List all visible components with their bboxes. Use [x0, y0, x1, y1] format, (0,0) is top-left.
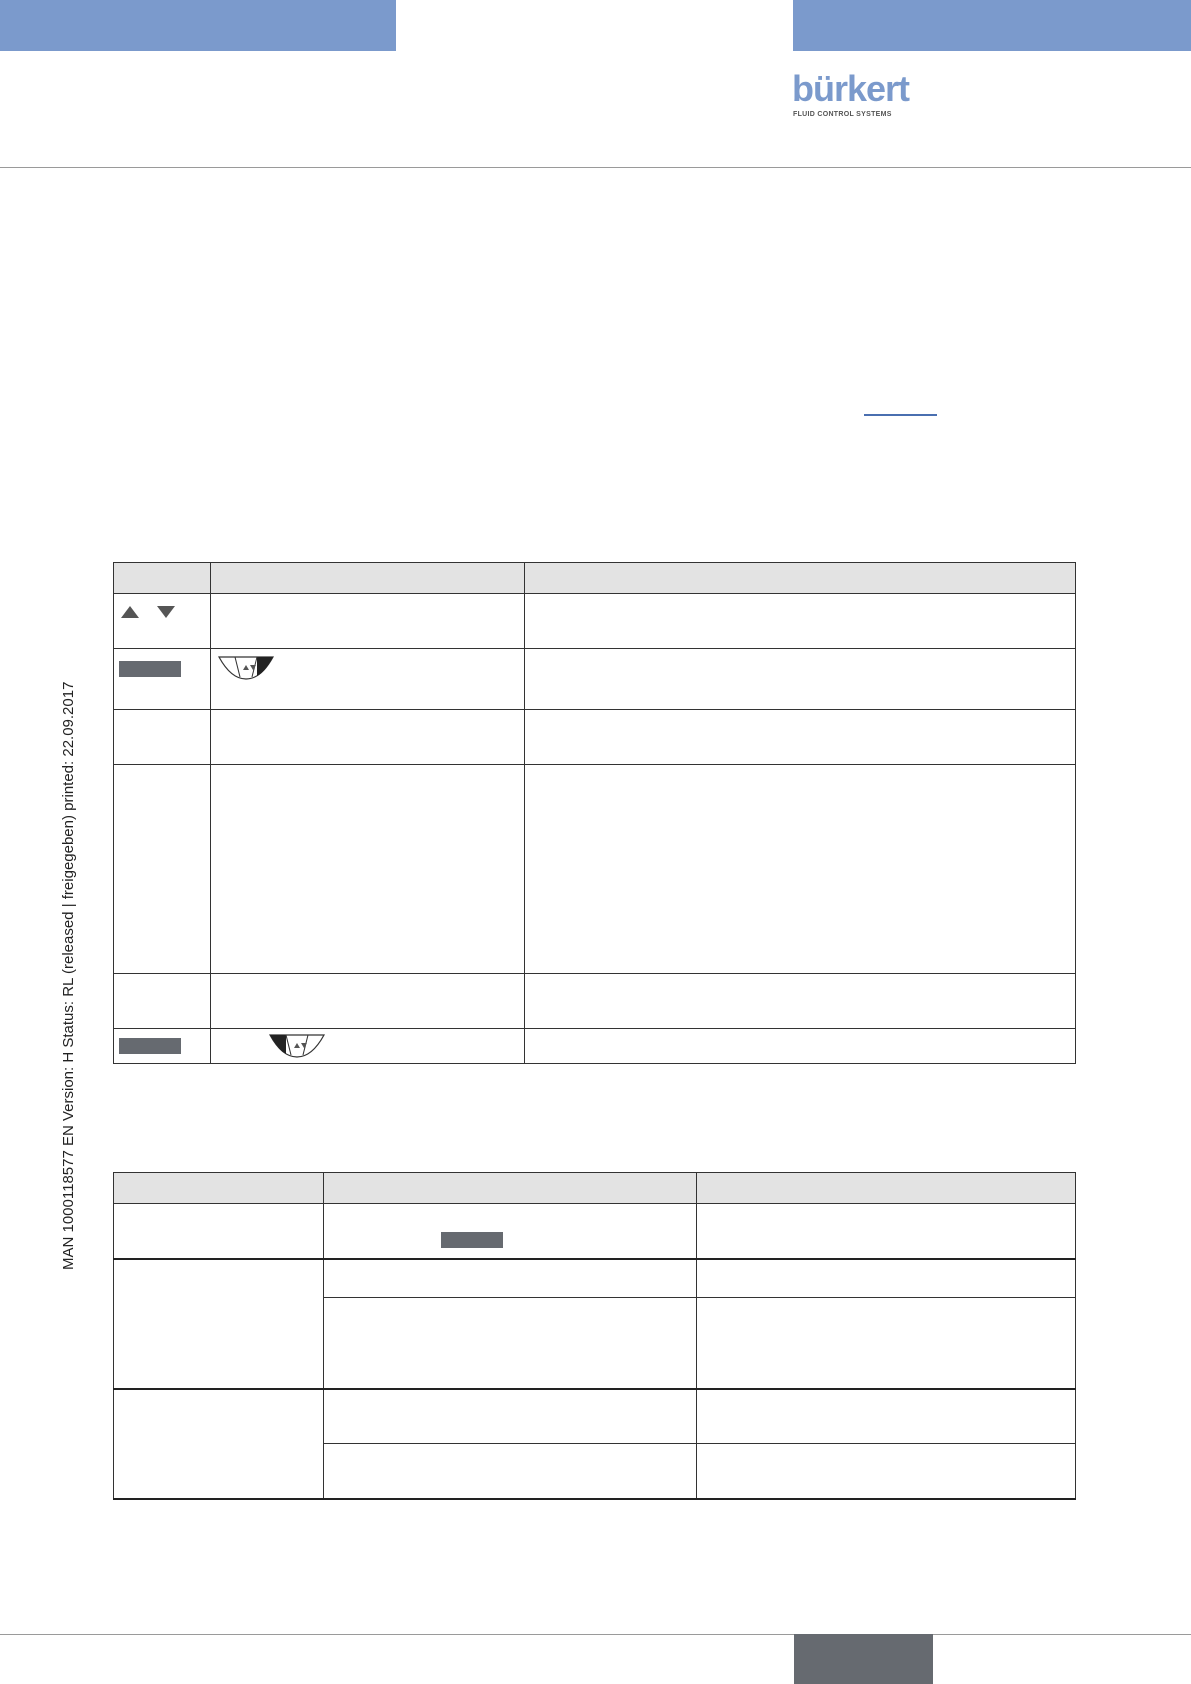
- table-cell: [114, 1259, 324, 1389]
- table-cell: [114, 765, 211, 974]
- table-row: [114, 649, 1076, 710]
- table-cell: [114, 974, 211, 1029]
- table-cell: [697, 1204, 1076, 1259]
- header-cell: [525, 563, 1076, 594]
- keys-table: [113, 562, 1076, 1064]
- table-row: [114, 594, 1076, 649]
- header-bar-right: [793, 0, 1191, 51]
- key-button: [441, 1232, 503, 1248]
- header-cell: [114, 563, 211, 594]
- table-cell: [525, 974, 1076, 1029]
- knob-left-press-icon: [270, 1035, 324, 1057]
- table-cell: [211, 1029, 525, 1064]
- table-row: [114, 710, 1076, 765]
- logo-wordmark: bürkert: [792, 68, 910, 109]
- down-arrow-icon: [157, 606, 175, 618]
- table-cell: [324, 1259, 697, 1298]
- header-cell: [324, 1173, 697, 1204]
- table-row: [114, 974, 1076, 1029]
- table-cell: [697, 1259, 1076, 1298]
- page-number-box: [794, 1634, 933, 1684]
- table-cell: [525, 710, 1076, 765]
- table-cell: [114, 649, 211, 710]
- table-cell: [324, 1389, 697, 1444]
- knob-right-press-icon: [219, 657, 273, 679]
- header-cell: [211, 563, 525, 594]
- table-cell: [525, 594, 1076, 649]
- table-cell: [114, 710, 211, 765]
- up-arrow-icon: [121, 606, 139, 618]
- operation-table: [113, 1172, 1076, 1500]
- header-bar-left: [0, 0, 396, 51]
- table-header-row: [114, 563, 1076, 594]
- table-cell: [324, 1204, 697, 1259]
- table-cell: [324, 1298, 697, 1389]
- table-cell: [211, 765, 525, 974]
- table-cell: [697, 1389, 1076, 1444]
- header-cell: [697, 1173, 1076, 1204]
- header-rule: [0, 167, 1191, 168]
- table-cell: [525, 649, 1076, 710]
- table-row: [114, 1029, 1076, 1064]
- table-cell: [525, 765, 1076, 974]
- table-cell: [211, 974, 525, 1029]
- table-header-row: [114, 1173, 1076, 1204]
- footer-rule: [0, 1634, 1191, 1635]
- table-cell: [697, 1298, 1076, 1389]
- table-cell: [114, 594, 211, 649]
- table-row: [114, 1204, 1076, 1259]
- key-button: [119, 1038, 181, 1054]
- table-cell: [114, 1389, 324, 1499]
- cross-reference-link[interactable]: [864, 414, 937, 416]
- table-cell: [324, 1444, 697, 1499]
- brand-logo: [792, 70, 922, 122]
- key-button: [119, 661, 181, 677]
- table-cell: [211, 710, 525, 765]
- table-cell: [114, 1029, 211, 1064]
- table-cell: [211, 594, 525, 649]
- table-cell: [211, 649, 525, 710]
- table-row: [114, 1259, 1076, 1298]
- table-cell: [114, 1204, 324, 1259]
- header-cell: [114, 1173, 324, 1204]
- table-cell: [525, 1029, 1076, 1064]
- table-row: [114, 1389, 1076, 1444]
- table-cell: [697, 1444, 1076, 1499]
- table-row: [114, 765, 1076, 974]
- document-status-sidebar: MAN 1000118577 EN Version: H Status: RL (released | freigegeben) printed: 22.09.2017: [60, 681, 77, 1270]
- logo-tagline: FLUID CONTROL SYSTEMS: [793, 111, 892, 118]
